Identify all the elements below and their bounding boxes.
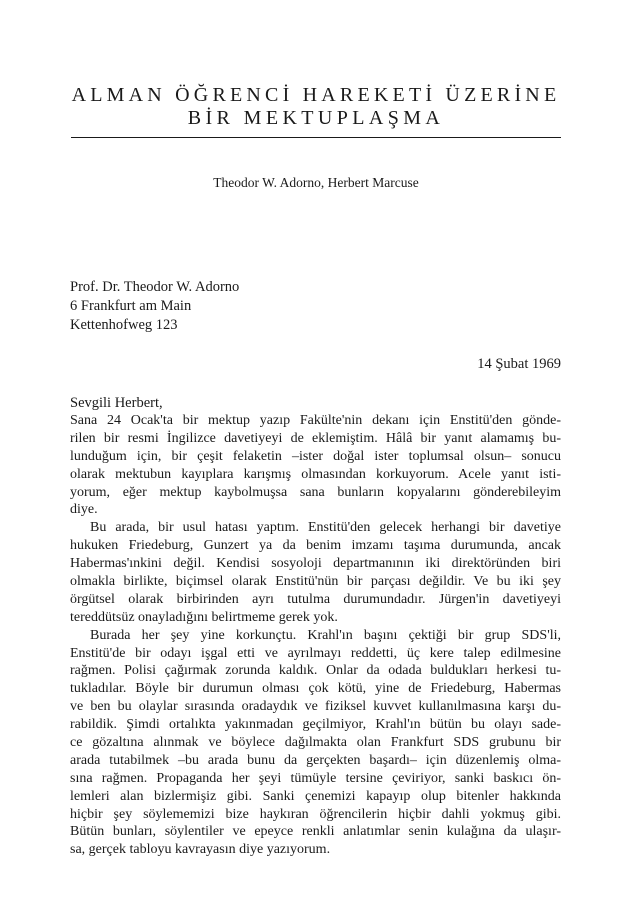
title-line-2: BİR MEKTUPLAŞMA (187, 107, 445, 129)
authors: Theodor W. Adorno, Herbert Marcuse (213, 175, 419, 190)
body-line: yorum, eğer mektup kaybolmuşsa sana bunların kopyalarını gönderebileyim (70, 484, 561, 500)
body-line: Burada her şey yine korkunçtu. Krahl'ın başını çektiği bir grup SDS'li, (90, 627, 561, 643)
body-line: olmakla birlikte, biçimsel olarak Enstitü'nün bir parçası değildir. Ve bu iki şey (70, 574, 561, 590)
sender-street: Kettenhofweg 123 (70, 317, 178, 333)
sender-name: Prof. Dr. Theodor W. Adorno (70, 279, 240, 295)
body-line: rilen bir resmi İngilizce davetiyeyi de eklemiştim. Hâlâ bir yanıt alamamış bu- (70, 430, 561, 446)
title-line-1: ALMAN ÖĞRENCİ HAREKETİ ÜZERİNE (71, 84, 561, 106)
body-line: örgütsel olarak birbirinden ayrı tutulma durumundadır. Jürgen'in davetiyeyi (70, 591, 561, 607)
body-line: ce gözaltına alınmak ve böylece dağılmakta olan Frankfurt SDS grubunu bir (70, 735, 561, 751)
body-line: ve ben bu olaylar sırasında oradaydık ve fiziksel kuvvet kullanılmasına karşı du- (70, 699, 561, 715)
body-line: Bu arada, bir usul hatası yaptım. Enstitü'den gelecek herhangi bir davetiye (90, 520, 561, 536)
body-line: Enstitü'de bir odayı işgal etti ve ayrılmayı reddetti, üç kere talep edilmesine (70, 645, 561, 661)
body-line: tereddütsüz onayladığını belirtmeme gerek yok. (70, 609, 338, 625)
title-rule (71, 137, 561, 138)
body-line: lunduğum için, bir çeşit felaketin –ister doğal ister toplumsal olsun– sonucu (70, 448, 561, 464)
body-line: rağmen. Polisi çağırmak zorunda kaldık. Onlar da odada buldukları herkesi tu- (70, 663, 561, 679)
body-line: Sana 24 Ocak'ta bir mektup yazıp Fakülte'nin dekanı için Enstitü'den gönde- (70, 413, 561, 428)
body-line: Habermas'ınkini değil. Kendisi sosyoloji departmanının iki direktöründen biri (70, 556, 561, 572)
body-line: Bütün bunları, söylentiler ve epeyce renkli anlatımlar senin kulağına da ulaşır- (70, 824, 561, 840)
body-line: arada tutabilmek –bu arada bunu da gerçekten başardı– için düzenlemiş olma- (70, 752, 561, 768)
body-line: sına rağmen. Propaganda her şeyi tümüyle tersine çeviriyor, sanki baskıcı ön- (70, 770, 561, 786)
body-line: lemleri alan bizlermişiz gibi. Sanki çenemizi kapayıp olup bitenler hakkında (70, 788, 561, 804)
body-line: diye. (70, 502, 98, 518)
letter-date: 14 Şubat 1969 (477, 356, 561, 372)
letter-body (70, 412, 561, 859)
body-line: hukuken Friedeburg, Gunzert ya da benim imzamı taşıma durumunda, ancak (70, 538, 561, 554)
body-line: hiçbir şey söylememizi bize haykıran öğrencilerin hiçbir dahli yokmuş gibi. (70, 806, 561, 822)
body-line: rabildik. Şimdi ortalıkta yakınmadan geçilmiyor, Krahl'ın bütün bu olayı sade- (70, 717, 561, 733)
greeting: Sevgili Herbert, (70, 395, 163, 411)
sender-city: 6 Frankfurt am Main (70, 298, 192, 314)
body-line: tukladılar. Böyle bir durumun olması çok kötü, yine de Friedeburg, Habermas (70, 681, 561, 697)
body-line: sa, gerçek tabloyu kavrayasın diye yazıyorum. (70, 842, 331, 858)
body-line: olarak mektubun kayıplara karışmış olmasından korkuyorum. Acele yanıt isti- (70, 466, 561, 482)
